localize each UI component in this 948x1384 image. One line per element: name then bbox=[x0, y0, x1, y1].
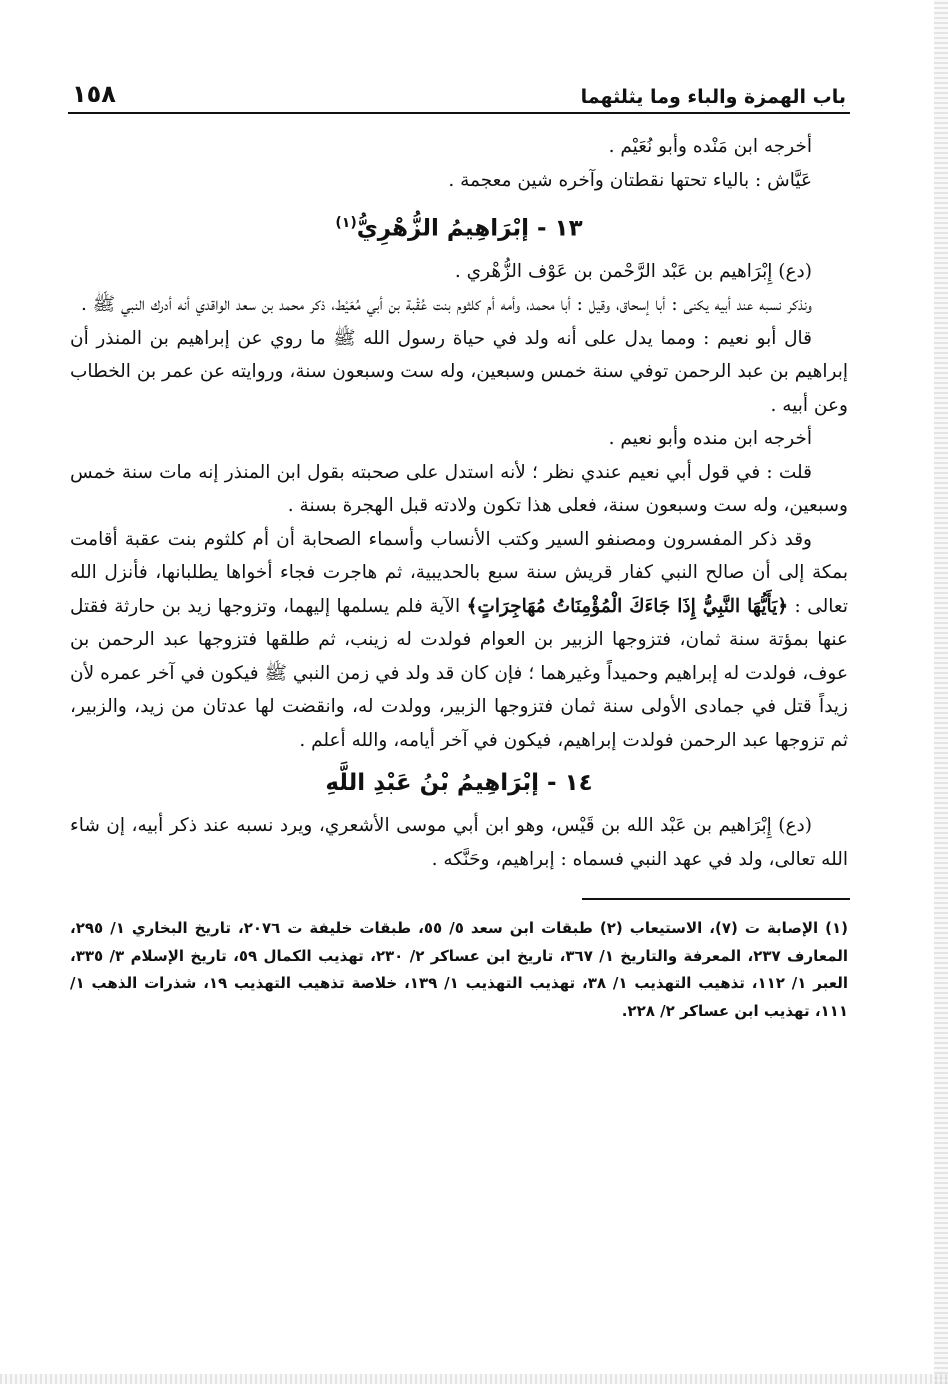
entry-title: ١٤ - إبْرَاهِيمُ بْنُ عَبْدِ اللَّهِ bbox=[325, 770, 593, 797]
paragraph: أخرجه ابن منده وأبو نعيم . bbox=[608, 428, 812, 450]
paragraph: (دع) إِبْرَاهيم بن عَبْد الله بن قَيْس، وهو ابن أبي موسى الأشعري، ويرد نسبه عند ذكر أبيه، إن شاء الله تعالى، ولد في عهد النبي فسماه : إبراهيم، وحَنَّكه . bbox=[70, 815, 848, 870]
footnote: (١) الإصابة ت (٧)، الاستيعاب (٢) طبقات ابن سعد ٥/ ٥٥، طبقات خليفة ت ٢٠٧٦، تاريخ البخاري ١/ ٢٩٥، المعارف ٢٣٧، المعرفة والتاريخ ١/ ٣٦٧، تاريخ ابن عساكر ٢/ ٢٣٠، تهذيب الكمال ٥٩، تاريخ الإسلام ٣/ ٣٣٥، العبر ١/ ١١٢، تذهيب التهذيب ١/ ٣٨، تهذيب التهذيب ١/ ١٣٩، خلاصة تذهيب التهذيب ١٩، شذرات الذهب ١/ ١١١، تهذيب ابن عساكر ٢/ ٢٢٨. bbox=[70, 919, 849, 1020]
page-body bbox=[68, 130, 850, 1025]
page-bottom-pattern bbox=[0, 1374, 948, 1384]
page-header bbox=[68, 64, 850, 114]
quran-verse: ﴿يَأَيُّهَا النَّبِيُّ إِذَا جَاءَكَ الْمُؤْمِنَاتُ مُهَاجِرَاتٍ﴾ bbox=[466, 595, 789, 617]
paragraph bbox=[68, 523, 850, 758]
page-number: ١٥٨ bbox=[72, 80, 116, 108]
paragraph: ونذكر نسبه عند أبيه يكنى : أبا إسحاق، وقيل : أبا محمد، وأمه أم كلثوم بنت عُقْبة بن أبي مُعَيْط، ذكر محمد بن سعد الواقدي أنه أدرك النبي ﷺ . bbox=[80, 294, 812, 316]
paragraph: قلت : في قول أبي نعيم عندي نظر ؛ لأنه استدل على صحبته بقول ابن المنذر إنه مات سنة خمس وسبعين، وله ست وسبعون سنة، فعلى هذا تكون ولادته قبل الهجرة بسنة . bbox=[70, 461, 848, 517]
entry-heading-13 bbox=[68, 201, 850, 251]
entry-title: ١٣ - إبْرَاهِيمُ الزُّهْرِيُّ bbox=[356, 215, 583, 242]
entry-heading-14 bbox=[68, 761, 850, 805]
running-title: باب الهمزة والباء وما يثلثهما bbox=[580, 86, 846, 108]
text-line: عَيَّاش : بالياء تحتها نقطتان وآخره شين معجمة . bbox=[448, 169, 812, 191]
page-edge-pattern bbox=[934, 0, 948, 1384]
paragraph: قال أبو نعيم : ومما يدل على أنه ولد في حياة رسول الله ﷺ ما روي عن إبراهيم بن المنذر أن إبراهيم بن عبد الرحمن توفي سنة خمس وسبعين، وله ست وسبعون سنة، وروايته عن عمر بن الخطاب وعن أبيه . bbox=[70, 327, 848, 416]
book-page bbox=[68, 64, 850, 1040]
footnote-marker: (١) bbox=[335, 215, 357, 231]
paragraph: (دع) إِبْرَاهيم بن عَبْد الرَّحْمن بن عَوْف الزُّهْري . bbox=[454, 260, 812, 282]
text-line: أخرجه ابن مَنْده وأبو نُعَيْم . bbox=[608, 136, 812, 157]
footnote-divider bbox=[582, 898, 850, 900]
paragraph-text: الآية فلم يسلمها إليهما، وتزوجها زيد بن حارثة فقتل عنها بمؤتة سنة ثمان، فتزوجها الزبير بن العوام فولدت له زينب، ثم طلقها فتزوجها عبد الرحمن بن عوف، فولدت له إبراهيم وحميداً وغيرهما ؛ فإن كان قد ولد في زمن النبي ﷺ فيكون في آخر عمره لأن زيداً قتل في جمادى الأولى سنة ثمان فتزوجها الزبير، وولدت له، وانقضت لها عدتان من زيد، والزبير، ثم تزوجها عبد الرحمن فولدت إبراهيم، فيكون في آخر أيامه، والله أعلم . bbox=[70, 595, 848, 751]
paragraph-text: وقد ذكر المفسرون ومصنفو السير وكتب الأنساب وأسماء الصحابة أن أم كلثوم بنت عقبة أقامت بمكة إلى أن صالح النبي كفار قريش سنة سبع بالحديبية، ثم هاجرت فجاء أخواها يطلبانها، فأنزل الله تعالى : bbox=[70, 528, 848, 617]
